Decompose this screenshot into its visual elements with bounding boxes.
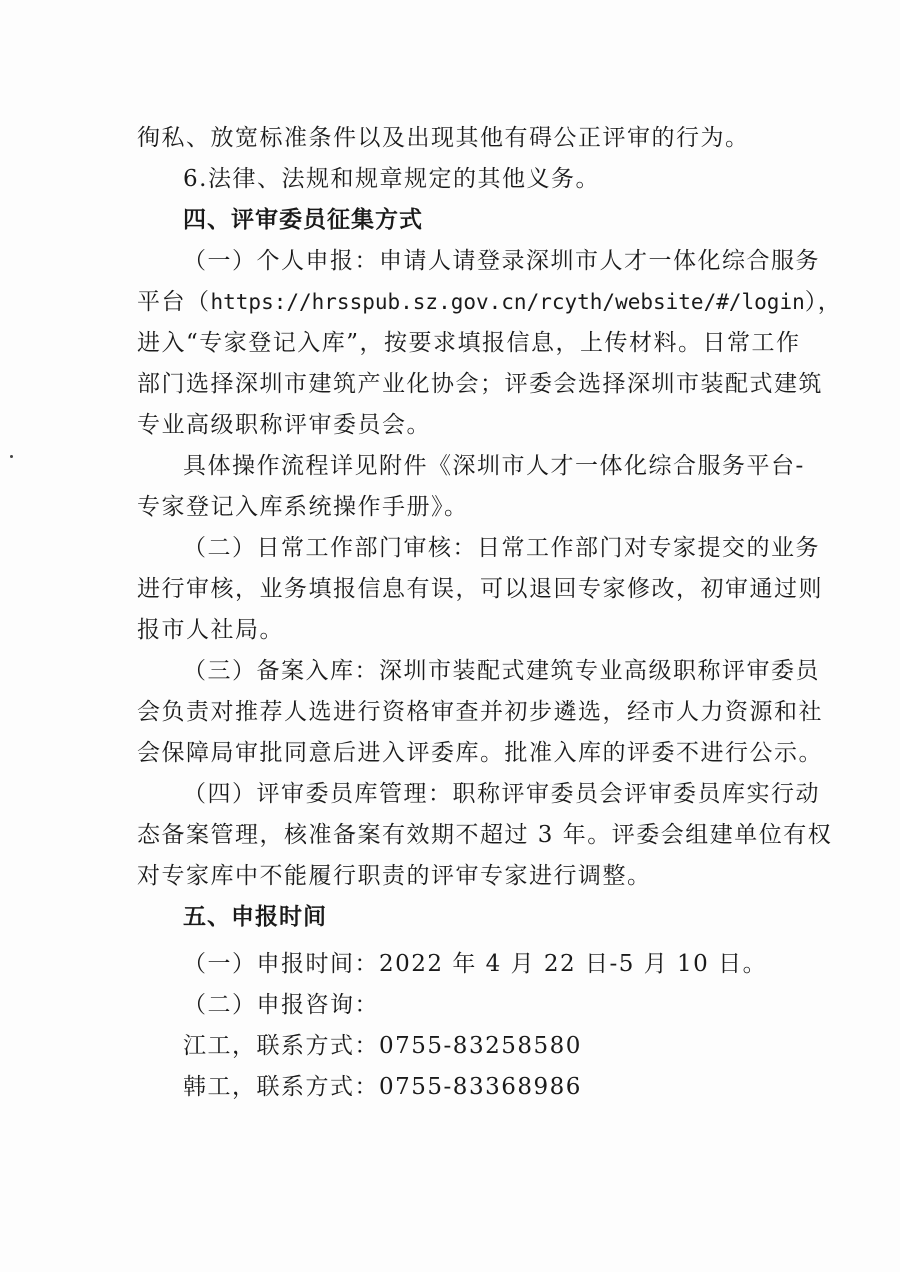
text-fragment: 平台（ xyxy=(137,289,211,315)
text-line-url xyxy=(137,282,843,323)
text-line: 对专家库中不能履行职责的评审专家进行调整。 xyxy=(137,863,652,889)
document-body xyxy=(137,118,843,1108)
text-line: 进入“专家登记入库”，按要求填报信息，上传材料。日常工作 xyxy=(137,330,801,356)
text-line: 态备案管理，核准备案有效期不超过 3 年。评委会组建单位有权 xyxy=(137,822,833,848)
platform-url: https://hrsspub.sz.gov.cn/rcyth/website/#/login xyxy=(210,290,805,314)
section-heading-5: 五、申报时间 xyxy=(183,904,327,930)
text-line: 会保障局审批同意后进入评委库。批准入库的评委不进行公示。 xyxy=(137,740,823,766)
text-line: 专家登记入库系统操作手册》。 xyxy=(137,494,469,520)
text-line: 进行审核，业务填报信息有误，可以退回专家修改，初审通过则 xyxy=(137,576,823,602)
text-line: （二）申报咨询： xyxy=(183,992,379,1018)
text-line: 会负责对推荐人选进行资格审查并初步遴选，经市人力资源和社 xyxy=(137,699,823,725)
contact-line: 韩工，联系方式：0755-83368986 xyxy=(183,1074,582,1100)
text-line: 报市人社局。 xyxy=(137,617,284,643)
text-line: （四）评审委员库管理：职称评审委员会评审委员库实行动 xyxy=(183,781,820,807)
text-fragment: ）， xyxy=(804,289,843,315)
text-line: 具体操作流程详见附件《深圳市人才一体化综合服务平台- xyxy=(183,453,805,479)
text-line: （一）申报时间：2022 年 4 月 22 日-5 月 10 日。 xyxy=(183,951,768,977)
text-line: 专业高级职称评审委员会。 xyxy=(137,412,431,438)
text-line: 部门选择深圳市建筑产业化协会；评委会选择深圳市装配式建筑 xyxy=(137,371,823,397)
scan-speck xyxy=(10,455,13,458)
text-line: 6.法律、法规和规章规定的其他义务。 xyxy=(183,166,600,192)
text-line: （二）日常工作部门审核：日常工作部门对专家提交的业务 xyxy=(183,535,820,561)
contact-line: 江工，联系方式：0755-83258580 xyxy=(183,1033,582,1059)
text-line: （三）备案入库：深圳市装配式建筑专业高级职称评审委员 xyxy=(183,658,820,684)
text-line: （一）个人申报：申请人请登录深圳市人才一体化综合服务 xyxy=(183,248,820,274)
section-heading-4: 四、评审委员征集方式 xyxy=(183,207,423,233)
text-line: 徇私、放宽标准条件以及出现其他有碍公正评审的行为。 xyxy=(137,125,750,151)
